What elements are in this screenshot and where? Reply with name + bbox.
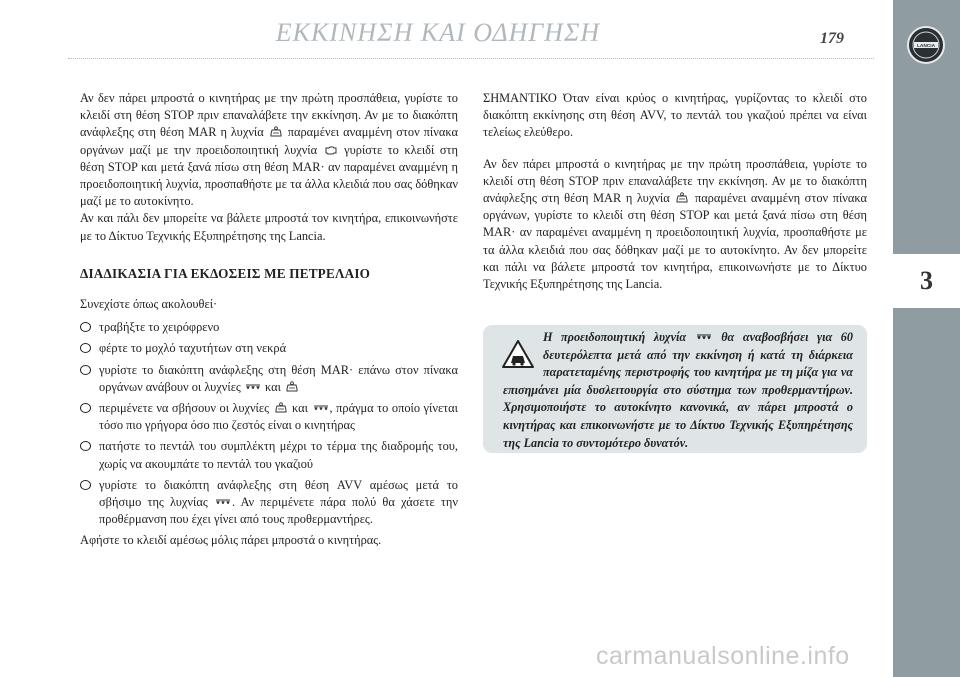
watermark: carmanualsonline.info (596, 642, 850, 670)
car-key-icon (675, 192, 689, 204)
text-segment: γυρίστε το διακόπτη ανάφλεξης στη θέση MAR· επάνω στον πίνακα οργάνων ανάβουν οι λυχνίες (99, 362, 458, 394)
text-segment: Αν δεν πάρει μπροστά ο κινητήρας με την πρώτη προσπάθεια, γυρίστε το κλειδί στη θέση STOP πριν επαναλάβετε την εκκίνηση. Αν με το διακόπτη ανάφλεξης στη θέση MAR η λυχνία (483, 156, 867, 206)
text-segment: περιμένετε να σβήσουν οι λυχνίες (99, 401, 270, 416)
text-segment: και (265, 379, 282, 394)
bullet-icon (80, 343, 91, 353)
right-column (483, 90, 867, 293)
section-heading: ΔΙΑΔΙΚΑΣΙΑ ΓΙΑ ΕΚΔΟΣΕΙΣ ΜΕ ΠΕΤΡΕΛΑΙΟ (80, 265, 371, 281)
lancia-shield-icon (911, 30, 941, 60)
glow-plug-icon (696, 333, 712, 343)
list-item (80, 477, 458, 529)
paragraph-restart (80, 90, 458, 210)
text-segment: παραμένει αναμμένη στον πίνακα οργάνων, γυρίστε το κλειδί στη θέση STOP και μετά ξανά πίσω στη θέση MAR· αν παραμένει αναμμένη η προειδοποιητική λυχνία, προσπαθήστε με τα άλλα κλειδιά που σας δόθηκαν μαζί με το αυτοκίνητο. Αν δεν μπορείτε και πάλι να βάλετε μπροστά τον κινητήρα, επικοινωνήστε με το Δίκτυο Τεχνικής Εξυπηρέτησης της Lancia. (483, 191, 868, 292)
warning-box (483, 325, 867, 453)
step-text: πατήστε το πεντάλ του συμπλέκτη μέχρι το τέρμα της διαδρομής του, χωρίς να ακουμπάτε το πεντάλ του γκαζιού (99, 439, 458, 471)
text-segment: και (292, 401, 309, 416)
step-text (99, 477, 458, 529)
text-segment: Αν δεν πάρει μπροστά ο κινητήρας με την πρώτη προσπάθεια, γυρίστε το κλειδί στη θέση STOP πριν επαναλάβετε την εκκίνηση. Αν με το διακόπτη ανάφλεξης στη θέση MAR η λυχνία (80, 91, 458, 140)
list-item (80, 400, 458, 434)
text-segment: παραμένει αναμμένη στον πίνακα οργάνων μαζί με την προειδοποιητική λυχνία (80, 125, 458, 157)
list-item (80, 319, 458, 336)
text-segment: Η προειδοποιητική λυχνία (543, 330, 687, 344)
bullet-icon (80, 441, 91, 451)
bullet-icon (80, 480, 91, 490)
engine-fault-icon (324, 144, 338, 156)
bullet-icon (80, 365, 91, 375)
step-text (99, 400, 458, 434)
header-divider (68, 58, 874, 59)
bullet-icon (80, 322, 91, 332)
text-segment: θα αναβοσβήσει για 60 δευτερόλεπτα μετά από την εκκίνηση ή κατά τη διάρκεια παρατεταμένης περιστροφής του κινητήρα με τη μίζα για να επισημάνει μία δυσλειτουργία στο σύστημα των προθερμαντήρων. Χρησιμοποιήστε το αυτοκίνητο κανονικά, αν πάρει μπροστά ο κινητήρας και επικοινωνήστε με το Δίκτυο Τεχνικής Εξυπηρέτησης της Lancia το συντομότερο δυνατόν. (503, 330, 853, 450)
glow-plug-icon (313, 404, 329, 414)
text-segment: γυρίστε το διακόπτη ανάφλεξης στη θέση AVV αμέσως μετά το σβήσιμο της λυχνίας (99, 477, 458, 510)
car-key-icon (269, 126, 283, 138)
step-text: φέρτε το μοχλό ταχυτήτων στη νεκρά (99, 341, 287, 356)
list-item (80, 438, 458, 472)
step-text: τραβήξτε το χειρόφρενο (99, 320, 220, 335)
page-title: ΕΚΚΙΝΗΣΗ ΚΑΙ ΟΔΗΓΗΣΗ (275, 18, 601, 47)
step-text (99, 362, 458, 396)
closing-paragraph: Αφήστε το κλειδί αμέσως μόλις πάρει μπροστά ο κινητήρας. (80, 533, 382, 548)
text-segment: , πράγμα το οποίο γίνεται τόσο πιο γρήγορα όσο πιο ζεστός είναι ο κινητήρας (99, 401, 458, 433)
car-key-icon (285, 381, 299, 393)
chapter-sidebar (893, 0, 960, 677)
car-key-icon (274, 402, 288, 414)
paragraph-restart-diesel (483, 156, 867, 294)
text-segment: γυρίστε το κλειδί στη θέση STOP και μετά ξανά πίσω στη θέση MAR· αν παραμένει αναμμένη η προειδοποιητική λυχνία, προσπαθήστε με τα άλλα κλειδιά που σας δόθηκαν μαζί με το αυτοκίνητο. (80, 142, 458, 209)
logo-text: LANCIA (916, 44, 936, 49)
page-number: 179 (820, 30, 844, 47)
lancia-logo (907, 26, 945, 64)
warning-text (503, 329, 853, 452)
glow-plug-icon (245, 383, 261, 393)
left-column (80, 90, 458, 550)
important-note: ΣΗΜΑΝΤΙΚΟ Όταν είναι κρύος ο κινητήρας, γυρίζοντας το κλειδί στο διακόπτη εκκίνησης στη θέση AVV, το πεντάλ του γκαζιού πρέπει να είναι τελείως ελεύθερο. (483, 91, 867, 140)
list-item (80, 340, 458, 357)
text-segment: . Αν περιμένετε πάρα πολύ θα χάσετε την προθέρμανση που έχει γίνει από τους προθερμαντήρες. (99, 495, 458, 527)
chapter-tab[interactable]: 3 (893, 254, 960, 308)
bullet-icon (80, 403, 91, 413)
paragraph-contact: Αν και πάλι δεν μπορείτε να βάλετε μπροστά τον κινητήρα, επικοινωνήστε με το Δίκτυο Τεχνικής Εξυπηρέτησης της Lancia. (80, 211, 458, 243)
glow-plug-icon (215, 498, 231, 508)
list-item (80, 362, 458, 396)
procedure-intro: Συνεχίστε όπως ακολουθεί· (80, 297, 218, 312)
